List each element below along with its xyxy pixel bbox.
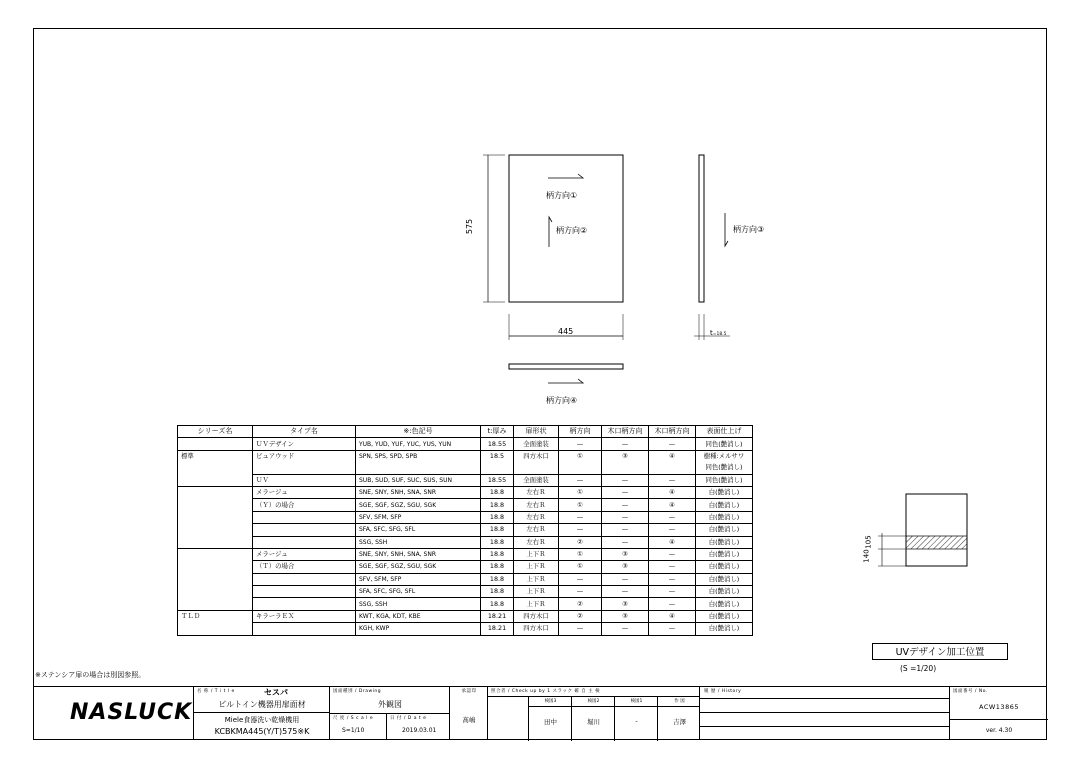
cell-series <box>178 486 253 498</box>
cell-finish: 白(艶消し) <box>696 586 753 598</box>
spec-row <box>178 586 753 598</box>
cell-edge-grain-1: — <box>602 524 649 536</box>
bottom-view-panel <box>509 364 623 369</box>
cell-grain: — <box>559 586 602 598</box>
cell-thickness: 18.8 <box>481 536 514 548</box>
cell-edge-grain-1: — <box>602 536 649 548</box>
cell-grain: — <box>559 511 602 523</box>
cell-type <box>253 598 356 610</box>
cell-shape: 左右Ｒ <box>514 536 559 548</box>
checker-name: 堀川 <box>587 718 600 726</box>
cell-series <box>178 536 253 548</box>
cell-finish: 白(艶消し) <box>696 573 753 585</box>
cell-edge-grain-1: — <box>602 573 649 585</box>
cell-series <box>178 548 253 560</box>
cell-type <box>253 573 356 585</box>
spec-row <box>178 474 753 486</box>
spec-row <box>178 610 753 622</box>
cell-edge-grain-2: ④ <box>649 610 696 622</box>
header-grain: 柄方向 <box>559 426 602 438</box>
cell-grain: — <box>559 623 602 635</box>
title-caption: 名 称 / T i t l e <box>197 689 235 694</box>
cell-colors: SSG, SSH <box>356 536 481 548</box>
cell-type <box>253 462 356 474</box>
drawing-type: 外観図 <box>378 700 402 709</box>
cell-series <box>178 499 253 511</box>
spec-row <box>178 561 753 573</box>
grain-arrow-3 <box>725 213 728 246</box>
cell-series <box>178 462 253 474</box>
date-value: 2019.03.01 <box>402 727 437 734</box>
cell-finish: 白(艶消し) <box>696 610 753 622</box>
cell-thickness: 18.8 <box>481 486 514 498</box>
cell-grain: — <box>559 573 602 585</box>
scale-value: S=1/10 <box>342 727 365 734</box>
checker-name: - <box>635 717 638 725</box>
cell-shape <box>514 462 559 474</box>
cell-colors: SSG, SSH <box>356 598 481 610</box>
cell-type: メラージュ <box>253 486 356 498</box>
history-caption: 履 歴 / History <box>704 689 742 694</box>
docno-caption: 図面番号 / No. <box>953 689 988 694</box>
uv-hatch-area <box>906 536 967 549</box>
cell-thickness: 18.21 <box>481 623 514 635</box>
cell-grain: — <box>559 438 602 450</box>
cell-grain: ② <box>559 598 602 610</box>
cell-finish: 白(艶消し) <box>696 511 753 523</box>
cell-edge-grain-2: — <box>649 438 696 450</box>
cell-shape: 上下Ｒ <box>514 598 559 610</box>
cell-edge-grain-1: — <box>602 474 649 486</box>
cell-colors: SNE, SNY, SNH, SNA, SNR <box>356 486 481 498</box>
cell-shape: 上下Ｒ <box>514 548 559 560</box>
cell-grain: ② <box>559 610 602 622</box>
spec-row <box>178 511 753 523</box>
cell-type <box>253 623 356 635</box>
cell-shape: 左右Ｒ <box>514 524 559 536</box>
header-shape: 扉形状 <box>514 426 559 438</box>
cell-thickness: 18.8 <box>481 586 514 598</box>
cell-edge-grain-1: ③ <box>602 610 649 622</box>
cell-shape: 上下Ｒ <box>514 586 559 598</box>
title-line2: ビルトイン機器用扉面材 <box>218 700 306 709</box>
checker-name: 田中 <box>544 718 557 726</box>
spec-row <box>178 524 753 536</box>
cell-shape: 四方木口 <box>514 450 559 462</box>
spec-row <box>178 548 753 560</box>
height-dim-label: 575 <box>465 218 475 235</box>
spec-row <box>178 573 753 585</box>
title-line3: Miele食器洗い乾燥機用 <box>194 712 330 725</box>
cell-edge-grain-2: — <box>649 548 696 560</box>
cell-thickness: 18.8 <box>481 511 514 523</box>
cell-thickness: 18.8 <box>481 573 514 585</box>
cell-edge-grain-2: — <box>649 573 696 585</box>
cell-type <box>253 524 356 536</box>
cell-edge-grain-2: — <box>649 598 696 610</box>
thickness-dim-label: t=18.5 <box>710 329 727 337</box>
checker-role: 検図3 <box>544 699 557 704</box>
cell-edge-grain-2 <box>649 462 696 474</box>
docno-cell <box>949 687 1047 740</box>
cell-colors: SFA, SFC, SFG, SFL <box>356 586 481 598</box>
title-cell <box>193 687 329 740</box>
width-dim-label: 445 <box>558 327 574 336</box>
cell-finish: 白(艶消し) <box>696 499 753 511</box>
checkers-cell <box>487 687 699 740</box>
cell-thickness: 18.55 <box>481 474 514 486</box>
cell-grain: — <box>559 474 602 486</box>
cell-edge-grain-2: — <box>649 586 696 598</box>
cell-grain: ① <box>559 561 602 573</box>
cell-edge-grain-2: ④ <box>649 536 696 548</box>
cell-shape: 左右Ｒ <box>514 486 559 498</box>
cell-type: キラーラＥＸ <box>253 610 356 622</box>
checker-role: 検図1 <box>630 699 643 704</box>
cell-series <box>178 573 253 585</box>
header-edge-grain-2: 木口柄方向 <box>649 426 696 438</box>
spec-table <box>177 425 753 636</box>
cell-series <box>178 474 253 486</box>
cell-colors: SFA, SFC, SFG, SFL <box>356 524 481 536</box>
header-thickness: t:厚み <box>481 426 514 438</box>
grain-arrow-1 <box>548 174 583 178</box>
cell-finish: 同色(艶消し) <box>696 438 753 450</box>
cell-colors: YUB, YUD, YUF, YUC, YUS, YUN <box>356 438 481 450</box>
approved-caption: 承認印 <box>461 689 477 694</box>
cell-colors: SFV, SFM, SFP <box>356 511 481 523</box>
checker-name: 吉澤 <box>673 718 686 726</box>
cell-type: （Ｙ）の場合 <box>253 499 356 511</box>
version: ver. 4.30 <box>985 727 1013 734</box>
cell-type <box>253 586 356 598</box>
cell-finish: 白(艶消し) <box>696 548 753 560</box>
cell-thickness: 18.8 <box>481 561 514 573</box>
cell-shape: 四方木口 <box>514 623 559 635</box>
cell-series <box>178 511 253 523</box>
cell-grain: ② <box>559 536 602 548</box>
cell-type: （Ｔ）の場合 <box>253 561 356 573</box>
cell-shape: 全面塗装 <box>514 438 559 450</box>
cell-edge-grain-1: ③ <box>602 598 649 610</box>
cell-finish: 樹種:メルサワ <box>696 450 753 462</box>
cell-shape: 四方木口 <box>514 610 559 622</box>
title-main: セスパ <box>264 688 288 697</box>
uv-position-scale: (S =1/20) <box>900 664 937 673</box>
cell-thickness: 18.8 <box>481 499 514 511</box>
header-edge-grain-1: 木口柄方向 <box>602 426 649 438</box>
cell-thickness <box>481 462 514 474</box>
cell-type <box>253 511 356 523</box>
cell-series <box>178 623 253 635</box>
grain-label-2: 柄方向② <box>556 226 588 235</box>
cell-edge-grain-1: — <box>602 486 649 498</box>
cell-colors <box>356 462 481 474</box>
spec-row <box>178 462 753 474</box>
grain-arrow-4 <box>548 379 583 383</box>
cell-series <box>178 524 253 536</box>
uv-position-label: UVデザイン加工位置 <box>872 643 1008 660</box>
date-caption: 日 付 / D a t e <box>390 716 427 721</box>
cell-series: ＴＬＤ <box>178 610 253 622</box>
spec-row <box>178 536 753 548</box>
cell-shape: 左右Ｒ <box>514 499 559 511</box>
cell-finish: 白(艶消し) <box>696 623 753 635</box>
cell-thickness: 18.8 <box>481 524 514 536</box>
cell-shape: 上下Ｒ <box>514 573 559 585</box>
spec-row <box>178 623 753 635</box>
checker-column <box>571 697 614 741</box>
checker-column <box>657 697 700 741</box>
cell-series <box>178 586 253 598</box>
check-caption: 照合者 / Check up by 1 スラック 確 自 主 検 <box>491 689 601 694</box>
cell-grain: ① <box>559 499 602 511</box>
cell-finish: 白(艶消し) <box>696 598 753 610</box>
cell-edge-grain-2: ④ <box>649 450 696 462</box>
cell-colors: SGE, SGF, SGZ, SGU, SGK <box>356 561 481 573</box>
spec-row <box>178 438 753 450</box>
grain-label-3: 柄方向③ <box>733 225 765 234</box>
spec-row <box>178 486 753 498</box>
cell-finish: 白(艶消し) <box>696 486 753 498</box>
cell-type: メラージュ <box>253 548 356 560</box>
cell-thickness: 18.8 <box>481 598 514 610</box>
cell-grain: ① <box>559 548 602 560</box>
cell-finish: 白(艶消し) <box>696 561 753 573</box>
side-view-panel <box>699 155 704 302</box>
grain-label-4: 柄方向④ <box>546 396 578 405</box>
cell-colors: SGE, SGF, SGZ, SGU, SGK <box>356 499 481 511</box>
cell-shape: 全面塗装 <box>514 474 559 486</box>
spec-table-header <box>178 426 753 438</box>
cell-edge-grain-2: ④ <box>649 499 696 511</box>
cell-edge-grain-1: — <box>602 586 649 598</box>
uv-panel <box>906 494 967 566</box>
cell-edge-grain-2: — <box>649 524 696 536</box>
header-colors: ※:色記号 <box>356 426 481 438</box>
grain-label-1: 柄方向① <box>546 191 578 200</box>
cell-shape: 左右Ｒ <box>514 511 559 523</box>
cell-edge-grain-2: — <box>649 623 696 635</box>
uv-dim-label-105: 105 <box>864 535 873 549</box>
checker-column <box>528 697 571 741</box>
header-finish: 表面仕上げ <box>696 426 753 438</box>
cell-colors: SNE, SNY, SNH, SNA, SNR <box>356 548 481 560</box>
cell-series <box>178 598 253 610</box>
cell-thickness: 18.5 <box>481 450 514 462</box>
cell-finish: 同色(艶消し) <box>696 474 753 486</box>
cell-thickness: 18.55 <box>481 438 514 450</box>
checker-role: 作 図 <box>674 699 685 704</box>
nasluck-logo: NASLUCK <box>70 700 193 725</box>
docno: ACW13865 <box>979 703 1019 711</box>
cell-edge-grain-2: — <box>649 511 696 523</box>
approved-cell <box>449 687 487 740</box>
cell-shape: 上下Ｒ <box>514 561 559 573</box>
title-line4: KCBKMA445(Y/T)575※K <box>214 727 310 736</box>
cell-edge-grain-1: — <box>602 499 649 511</box>
cell-series <box>178 561 253 573</box>
checker-column <box>614 697 657 741</box>
grain-arrow-2 <box>549 217 552 247</box>
cell-colors: SFV, SFM, SFP <box>356 573 481 585</box>
cell-colors: KWT, KGA, KDT, KBE <box>356 610 481 622</box>
cell-type: ＵＶ <box>253 474 356 486</box>
cell-edge-grain-2: ④ <box>649 486 696 498</box>
drawing-caption: 図面種別 / Drawing <box>333 689 382 694</box>
cell-edge-grain-1: — <box>602 438 649 450</box>
cell-finish: 白(艶消し) <box>696 536 753 548</box>
cell-finish: 同色(艶消し) <box>696 462 753 474</box>
cell-edge-grain-2: — <box>649 561 696 573</box>
cell-thickness: 18.8 <box>481 548 514 560</box>
cell-finish: 白(艶消し) <box>696 524 753 536</box>
cell-series <box>178 438 253 450</box>
cell-series: 標準 <box>178 450 253 462</box>
cell-edge-grain-1: ③ <box>602 450 649 462</box>
cell-colors: SPN, SPS, SPD, SPB <box>356 450 481 462</box>
cell-colors: KGH, KWP <box>356 623 481 635</box>
cell-grain: ① <box>559 450 602 462</box>
cell-colors: SUB, SUD, SUF, SUC, SUS, SUN <box>356 474 481 486</box>
drawing-type-cell <box>329 687 449 740</box>
cell-edge-grain-1: — <box>602 623 649 635</box>
cell-edge-grain-1: ③ <box>602 561 649 573</box>
cell-type: ピュアウッド <box>253 450 356 462</box>
spec-row <box>178 598 753 610</box>
cell-grain <box>559 462 602 474</box>
cell-grain: ① <box>559 486 602 498</box>
cell-type <box>253 536 356 548</box>
history-cell <box>699 687 949 740</box>
cell-thickness: 18.21 <box>481 610 514 622</box>
cell-edge-grain-1: — <box>602 511 649 523</box>
header-series: シリーズ名 <box>178 426 253 438</box>
header-type: タイプ名 <box>253 426 356 438</box>
cell-type: ＵＶデザイン <box>253 438 356 450</box>
uv-dim-label-140: 140 <box>862 549 871 563</box>
cell-edge-grain-1 <box>602 462 649 474</box>
spec-row <box>178 499 753 511</box>
cell-grain: — <box>559 524 602 536</box>
cell-edge-grain-1: ③ <box>602 548 649 560</box>
spec-row <box>178 450 753 462</box>
cell-edge-grain-2: — <box>649 474 696 486</box>
approved-name: 髙嶋 <box>462 716 476 724</box>
checker-role: 検図2 <box>587 699 600 704</box>
stencia-note: ※ステンシア扉の場合は別図参照。 <box>35 671 146 679</box>
scale-caption: 尺 度 / S c a l e <box>333 716 374 721</box>
